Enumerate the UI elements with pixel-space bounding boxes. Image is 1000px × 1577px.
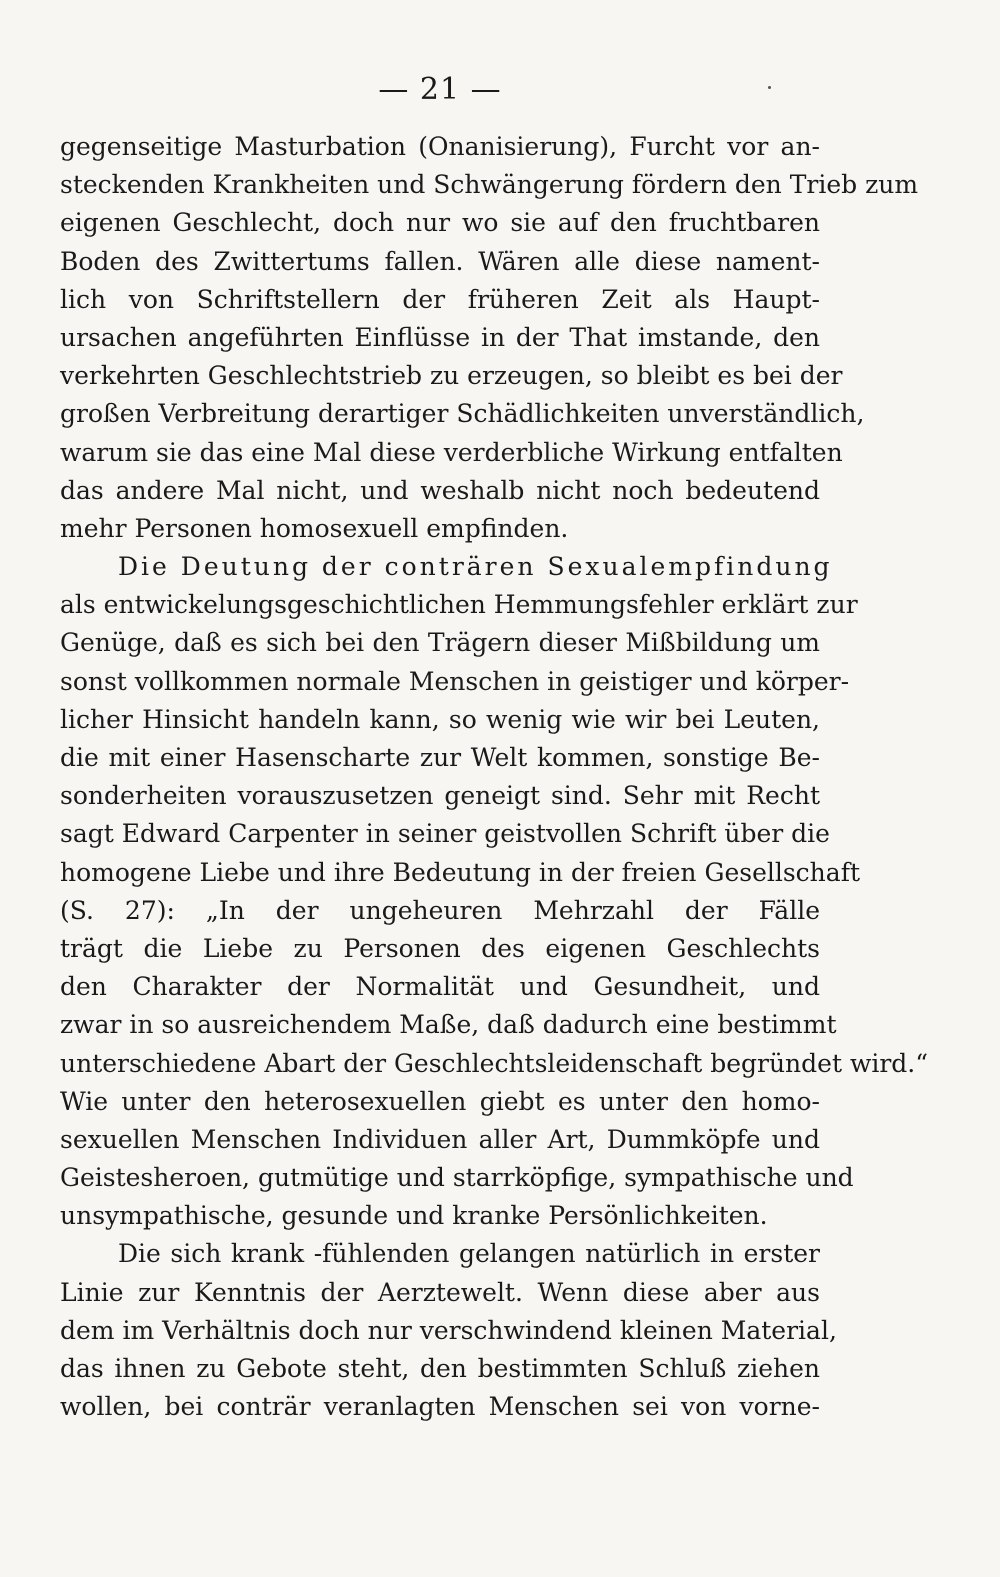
text-line: die mit einer Hasenscharte zur Welt kommen, sonstige Be-	[60, 743, 820, 772]
text-line: warum sie das eine Mal diese verderbliche Wirkung entfalten	[60, 437, 843, 467]
text-line: Genüge, daß es sich bei den Trägern dieser Mißbildung um	[60, 628, 820, 658]
quote-start-line: (S. 27): „In der ungeheuren Mehrzahl der Fälle	[60, 895, 820, 925]
text-line: Linie zur Kenntnis der Aerztewelt. Wenn diese aber aus	[60, 1277, 820, 1307]
text-line: eigenen Geschlecht, doch nur wo sie auf den fruchtbaren	[60, 208, 820, 238]
text-line: unterschiedene Abart der Geschlechtsleidenschaft begründet wird.“	[60, 1048, 929, 1078]
text-line: Wie unter den heterosexuellen giebt es unter den homo-	[60, 1086, 820, 1116]
paragraph-end-line: mehr Personen homosexuell empfinden.	[60, 513, 569, 543]
text-line: steckenden Krankheiten und Schwängerung fördern den Trieb zum	[60, 170, 919, 200]
text-line: sonst vollkommen normale Menschen in geistiger und körper-	[60, 666, 850, 696]
text-line: sagt Edward Carpenter in seiner geistvollen Schrift über die	[60, 819, 830, 849]
text-line: als entwickelungsgeschichtlichen Hemmungsfehler erklärt zur	[60, 590, 858, 620]
text-line: homogene Liebe und ihre Bedeutung in der freien Gesellschaft	[60, 857, 860, 887]
paragraph-start-line: Die sich krank -fühlenden gelangen natürlich in erster	[118, 1239, 820, 1269]
paragraph-start-line: Die Deutung der conträren Sexualempfindung	[118, 552, 833, 582]
text-line: Boden des Zwittertums fallen. Wären alle diese nament-	[60, 246, 820, 276]
quote-line: trägt die Liebe zu Personen des eigenen Geschlechts	[60, 933, 820, 963]
text-line: ursachen angeführten Einflüsse in der That imstande, den	[60, 322, 820, 352]
text-line: sexuellen Menschen Individuen aller Art, Dummköpfe und	[60, 1124, 820, 1154]
quote-line: den Charakter der Normalität und Gesundheit, und	[60, 972, 820, 1002]
text-line: großen Verbreitung derartiger Schädlichkeiten unverständlich,	[60, 399, 865, 429]
text-line: lich von Schriftstellern der früheren Zeit als Haupt-	[60, 284, 820, 314]
text-line: das ihnen zu Gebote steht, den bestimmten Schluß ziehen	[60, 1354, 820, 1383]
text-line: das andere Mal nicht, und weshalb nicht noch bedeutend	[60, 475, 820, 505]
text-line: verkehrten Geschlechtstrieb zu erzeugen, so bleibt es bei der	[60, 361, 843, 391]
print-speck	[768, 86, 771, 89]
page-number: — 21 —	[378, 72, 502, 107]
text-line: sonderheiten vorauszusetzen geneigt sind. Sehr mit Recht	[60, 781, 820, 811]
text-line: gegenseitige Masturbation (Onanisierung), Furcht vor an-	[60, 132, 820, 161]
text-line: licher Hinsicht handeln kann, so wenig wie wir bei Leuten,	[60, 704, 820, 734]
text-line: Geistesheroen, gutmütige und starrköpfige, sympathische und	[60, 1163, 854, 1193]
text-line: dem im Verhältnis doch nur verschwindend kleinen Material,	[60, 1315, 837, 1345]
text-line: zwar in so ausreichendem Maße, daß dadurch eine bestimmt	[60, 1010, 837, 1040]
paragraph-end-line: unsympathische, gesunde und kranke Persönlichkeiten.	[60, 1201, 768, 1231]
body-text	[60, 128, 929, 1426]
text-line: wollen, bei conträr veranlagten Menschen sei von vorne-	[60, 1392, 820, 1422]
